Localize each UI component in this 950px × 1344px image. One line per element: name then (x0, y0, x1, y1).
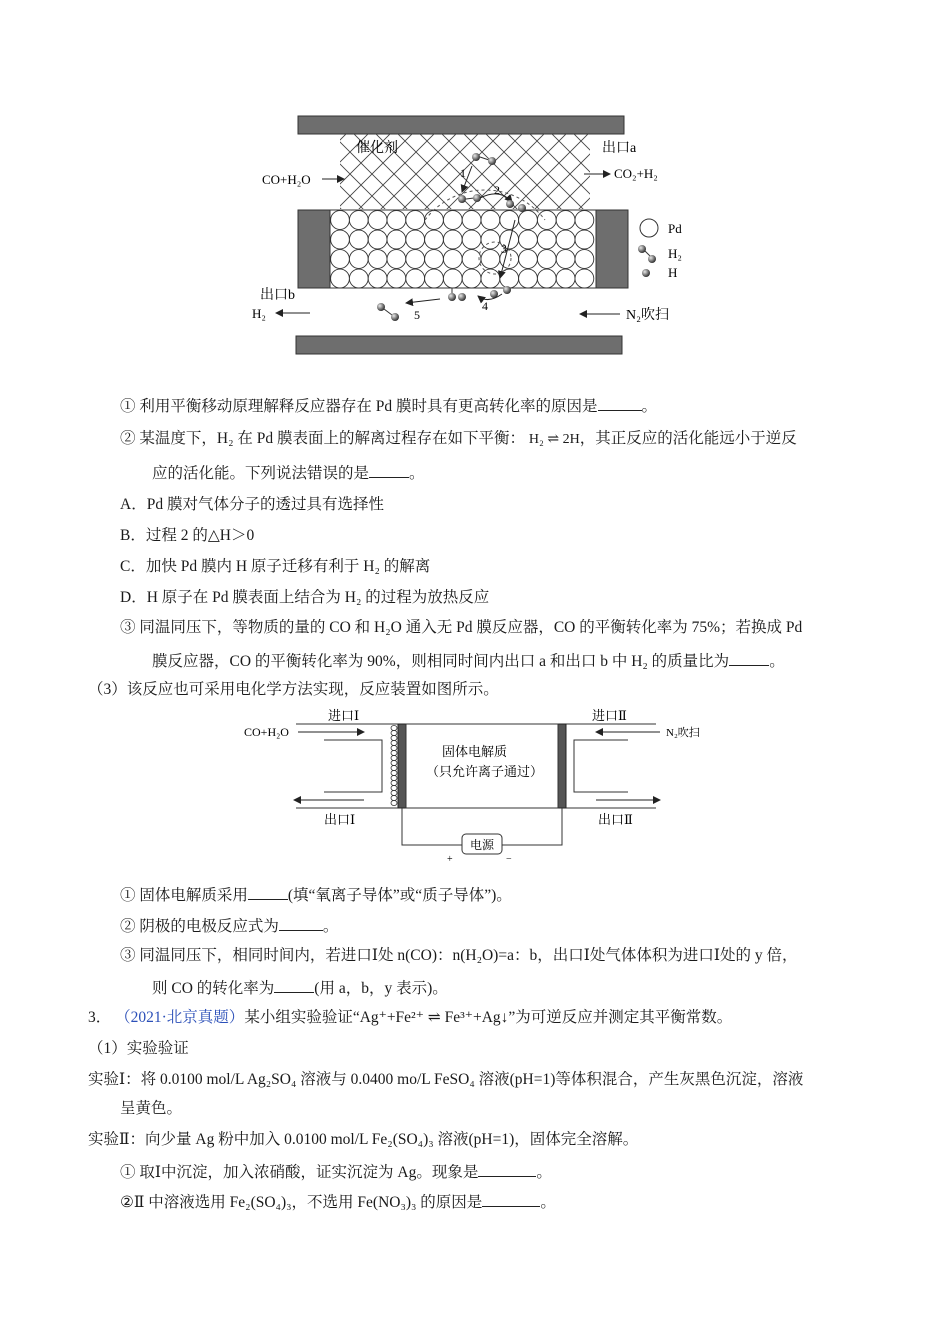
answer-blank[interactable] (274, 976, 314, 993)
option-a: A．Pd 膜对气体分子的透过具有选择性 (120, 496, 384, 513)
source-link[interactable]: （2021·北京真题） (115, 1009, 245, 1026)
pd-atom (462, 211, 481, 230)
legend-h-icon (642, 269, 650, 277)
pd-atom (387, 211, 406, 230)
q2-item2-line2: 应的活化能。下列说法错误的是 。 (152, 461, 425, 485)
q3-item3-line2: 则 CO 的转化率为 (用 a，b，y 表示)。 (152, 976, 448, 1000)
answer-blank[interactable] (598, 394, 642, 411)
pd-atom (349, 250, 368, 269)
answer-blank[interactable] (729, 649, 769, 666)
outlet1-label: 出口Ⅰ (324, 812, 356, 827)
svg-text:1: 1 (460, 166, 466, 180)
problem3-stem: 3． （2021·北京真题）某小组实验验证“Ag⁺+Fe²⁺ ⇌ Fe³⁺+Ag↓”为可逆反应并测定其平衡常数。 (88, 1009, 733, 1026)
pd-atom (368, 269, 387, 288)
pd-atom (537, 269, 556, 288)
sweep-label: N₂吹扫 (626, 308, 669, 323)
pd-atom (425, 230, 444, 249)
answer-blank[interactable] (369, 461, 409, 478)
svg-text:电源: 电源 (470, 838, 495, 852)
pd-atom (519, 250, 538, 269)
output-a-label: CO₂+H₂ (614, 166, 658, 181)
pd-atom (331, 211, 350, 230)
q3-item1: ① 固体电解质采用 (填“氧离子导体”或“质子导体”)。 (120, 883, 512, 907)
pd-atom (443, 211, 462, 230)
pd-atom (443, 269, 462, 288)
svg-text:H: H (668, 265, 678, 280)
svg-text:Pd: Pd (668, 221, 682, 236)
catalyst-label: 催化剂 (356, 141, 398, 156)
svg-text:4: 4 (482, 299, 488, 313)
problem3-sub1: （1）实验验证 (88, 1040, 189, 1057)
pd-atom (481, 250, 500, 269)
problem3-q2: ②Ⅱ 中溶液选用 Fe₂(SO₄)₃，不选用 Fe(NO₃)₃ 的原因是 。 (120, 1190, 556, 1214)
q2-item3-line2: 膜反应器，CO 的平衡转化率为 90%，则相同时间内出口 a 和出口 b 中 H₂ 的质量比为 。 (152, 649, 785, 673)
pd-atom (425, 211, 444, 230)
pd-atom (500, 269, 519, 288)
outlet2-label: 出口Ⅱ (598, 812, 633, 827)
pd-atom (331, 230, 350, 249)
outlet-a-label: 出口a (602, 141, 637, 156)
pd-atom (349, 269, 368, 288)
experiment2: 实验Ⅱ：向少量 Ag 粉中加入 0.0100 mol/L Fe₂(SO₄)₃ 溶液(pH=1)，固体完全溶解。 (88, 1131, 639, 1148)
pd-atom (331, 250, 350, 269)
svg-text:（只允许离子通过）: （只允许离子通过） (426, 764, 544, 779)
problem-number: 3． (88, 1009, 112, 1026)
pd-atom (537, 230, 556, 249)
svg-text:3: 3 (501, 242, 507, 256)
inlet2-label: 进口Ⅱ (592, 708, 627, 723)
svg-text:−: − (506, 854, 512, 865)
equilibrium-equation: H₂ ⇌ 2H (528, 432, 580, 447)
pd-atom (481, 211, 500, 230)
q2-item1: ① 利用平衡移动原理解释反应器存在 Pd 膜时具有更高转化率的原因是 。 (120, 394, 657, 418)
legend-pd-icon (640, 219, 658, 237)
pd-atom (387, 269, 406, 288)
svg-text:2: 2 (494, 183, 500, 197)
pd-atom (406, 269, 425, 288)
anode (398, 724, 406, 808)
pd-atom (368, 211, 387, 230)
pd-atom (406, 211, 425, 230)
answer-blank[interactable] (482, 1190, 540, 1207)
pd-atom (368, 250, 387, 269)
pd-atom (425, 269, 444, 288)
pd-atom (575, 211, 594, 230)
pd-membrane-reactor-diagram (240, 108, 710, 363)
pd-atom (425, 250, 444, 269)
pd-atom (575, 230, 594, 249)
pd-atom (556, 230, 575, 249)
svg-text:5: 5 (414, 308, 420, 322)
h2-molecule-4 (377, 303, 399, 321)
q3-item2: ② 阴极的电极反应式为 。 (120, 914, 338, 938)
pd-atom (462, 250, 481, 269)
pd-atom (387, 230, 406, 249)
input-label: CO+H₂O (262, 172, 311, 187)
answer-blank[interactable] (478, 1160, 536, 1177)
outlet-b-label: 出口b (260, 288, 295, 303)
pd-atom (481, 269, 500, 288)
experiment1-line2: 呈黄色。 (120, 1100, 183, 1117)
pd-atom (519, 211, 538, 230)
q2-item3-line1: ③ 同温同压下，等物质的量的 CO 和 H₂O 通入无 Pd 膜反应器，CO 的平衡转化率为 75%；若换成 Pd (120, 619, 803, 636)
pd-atom (368, 230, 387, 249)
option-b: B．过程 2 的△H＞0 (120, 527, 255, 544)
option-d: D．H 原子在 Pd 膜表面上结合为 H₂ 的过程为放热反应 (120, 589, 490, 606)
pd-atom (387, 250, 406, 269)
pd-atom (556, 250, 575, 269)
pd-atom (406, 250, 425, 269)
electrochemical-device-diagram (236, 700, 716, 868)
pd-atom (575, 269, 594, 288)
pd-atom (349, 211, 368, 230)
cathode (558, 724, 566, 808)
pd-atom (349, 230, 368, 249)
pd-atom (537, 211, 556, 230)
sweep2-label: N₂吹扫 (666, 727, 700, 739)
q3-item3-line1: ③ 同温同压下，相同时间内，若进口Ⅰ处 n(CO)：n(H₂O)=a：b，出口Ⅰ处气体体积为进口Ⅰ处的 y 倍， (120, 947, 798, 964)
answer-blank[interactable] (248, 883, 288, 900)
pd-atom (556, 211, 575, 230)
svg-text:固体电解质: 固体电解质 (442, 744, 508, 759)
pd-atom (406, 230, 425, 249)
pd-atom (443, 250, 462, 269)
option-c: C．加快 Pd 膜内 H 原子迁移有利于 H₂ 的解离 (120, 558, 431, 575)
output-b-label: H₂ (252, 306, 266, 321)
q2-item2-line1: ② 某温度下，H₂ 在 Pd 膜表面上的解离过程存在如下平衡： H₂ ⇌ 2H，其正反应的活化能远小于逆反 (120, 430, 797, 447)
inlet1-label: 进口Ⅰ (328, 708, 360, 723)
experiment1-line1: 实验Ⅰ：将 0.0100 mol/L Ag₂SO₄ 溶液与 0.0400 mo/L FeSO₄ 溶液(pH=1)等体积混合，产生灰黑色沉淀，溶液 (88, 1071, 804, 1088)
pd-atom (556, 269, 575, 288)
pd-atom (443, 230, 462, 249)
pd-atom (537, 250, 556, 269)
pd-atom (331, 269, 350, 288)
bottom-plate (296, 336, 622, 354)
svg-text:H₂: H₂ (668, 246, 682, 261)
problem3-q1: ① 取Ⅰ中沉淀，加入浓硝酸，证实沉淀为 Ag。现象是 。 (120, 1160, 552, 1184)
pd-atom (575, 250, 594, 269)
svg-text:+: + (447, 854, 453, 865)
pd-atom (519, 230, 538, 249)
answer-blank[interactable] (279, 914, 323, 931)
q3-heading: （3）该反应也可采用电化学方法实现，反应装置如图所示。 (88, 681, 499, 698)
pd-atom (519, 269, 538, 288)
pd-atom (500, 211, 519, 230)
input2-label: CO+H₂O (244, 725, 289, 739)
pd-atom (462, 230, 481, 249)
pd-atom (462, 269, 481, 288)
top-plate (298, 116, 624, 134)
h2-molecule-3 (448, 288, 466, 301)
